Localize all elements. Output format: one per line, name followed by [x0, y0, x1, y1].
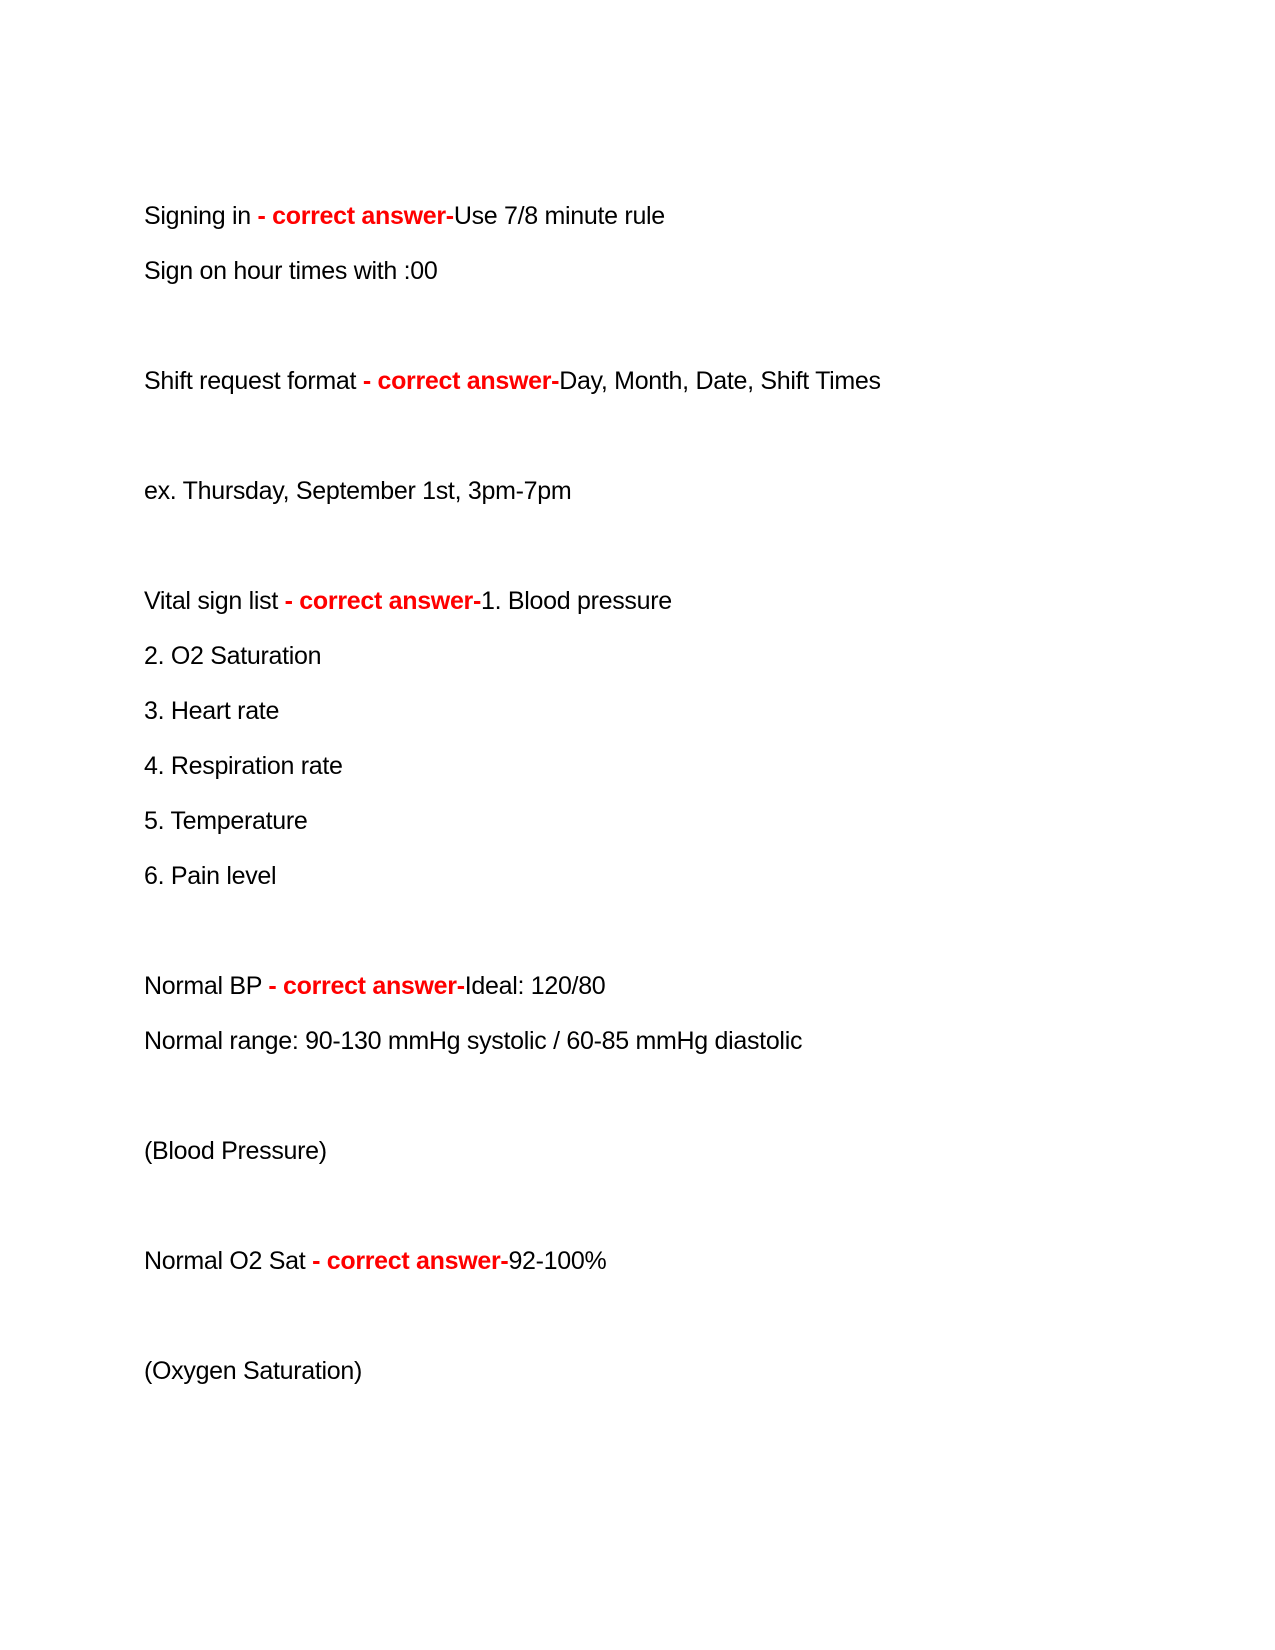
body-text: 5. Temperature [144, 807, 308, 835]
qa-line-vital-sign-list [144, 574, 1135, 629]
question-text: Normal O2 Sat [144, 1247, 313, 1275]
qa-line-shift-request-format [144, 354, 1135, 409]
text-line-vital-6-pain-level [144, 849, 1135, 904]
answer-text: 92-100% [508, 1247, 607, 1275]
blank-line [144, 904, 1135, 959]
blank-line [144, 1069, 1135, 1124]
question-text: Signing in [144, 202, 258, 230]
body-text: Normal range: 90-130 mmHg systolic / 60-85 mmHg diastolic [144, 1027, 803, 1055]
body-text: Sign on hour times with :00 [144, 257, 438, 285]
correct-answer-marker: - correct answer- [268, 972, 465, 1000]
text-line-normal-bp-range [144, 1014, 1135, 1069]
question-text: Normal BP [144, 972, 269, 1000]
body-text: 2. O2 Saturation [144, 642, 322, 670]
correct-answer-marker: - correct answer- [362, 367, 560, 395]
blank-line [144, 1289, 1135, 1344]
text-line-blood-pressure-caption [144, 1124, 1135, 1179]
qa-line-normal-bp [144, 959, 1135, 1014]
body-text: (Blood Pressure) [144, 1137, 327, 1165]
body-text: 4. Respiration rate [144, 752, 343, 780]
body-text: (Oxygen Saturation) [144, 1357, 363, 1385]
correct-answer-marker: - correct answer- [284, 587, 482, 615]
body-text: ex. Thursday, September 1st, 3pm-7pm [144, 477, 572, 505]
answer-text: Use 7/8 minute rule [453, 202, 665, 230]
question-text: Vital sign list [144, 587, 285, 615]
qa-line-normal-o2-sat [144, 1234, 1135, 1289]
qa-line-signing-in [144, 189, 1135, 244]
text-line-sign-on-hour [144, 244, 1135, 299]
body-text: 3. Heart rate [144, 697, 280, 725]
text-line-shift-example [144, 464, 1135, 519]
text-line-vital-2-o2-saturation [144, 629, 1135, 684]
question-text: Shift request format [144, 367, 363, 395]
text-line-oxygen-saturation-caption [144, 1344, 1135, 1399]
correct-answer-marker: - correct answer- [257, 202, 454, 230]
blank-line [144, 299, 1135, 354]
body-text: 6. Pain level [144, 862, 277, 890]
blank-line [144, 409, 1135, 464]
answer-text: Ideal: 120/80 [464, 972, 606, 1000]
correct-answer-marker: - correct answer- [312, 1247, 509, 1275]
text-line-vital-5-temperature [144, 794, 1135, 849]
answer-text: 1. Blood pressure [481, 587, 672, 615]
text-line-vital-4-respiration-rate [144, 739, 1135, 794]
text-line-vital-3-heart-rate [144, 684, 1135, 739]
answer-text: Day, Month, Date, Shift Times [559, 367, 881, 395]
blank-line [144, 519, 1135, 574]
blank-line [144, 1179, 1135, 1234]
